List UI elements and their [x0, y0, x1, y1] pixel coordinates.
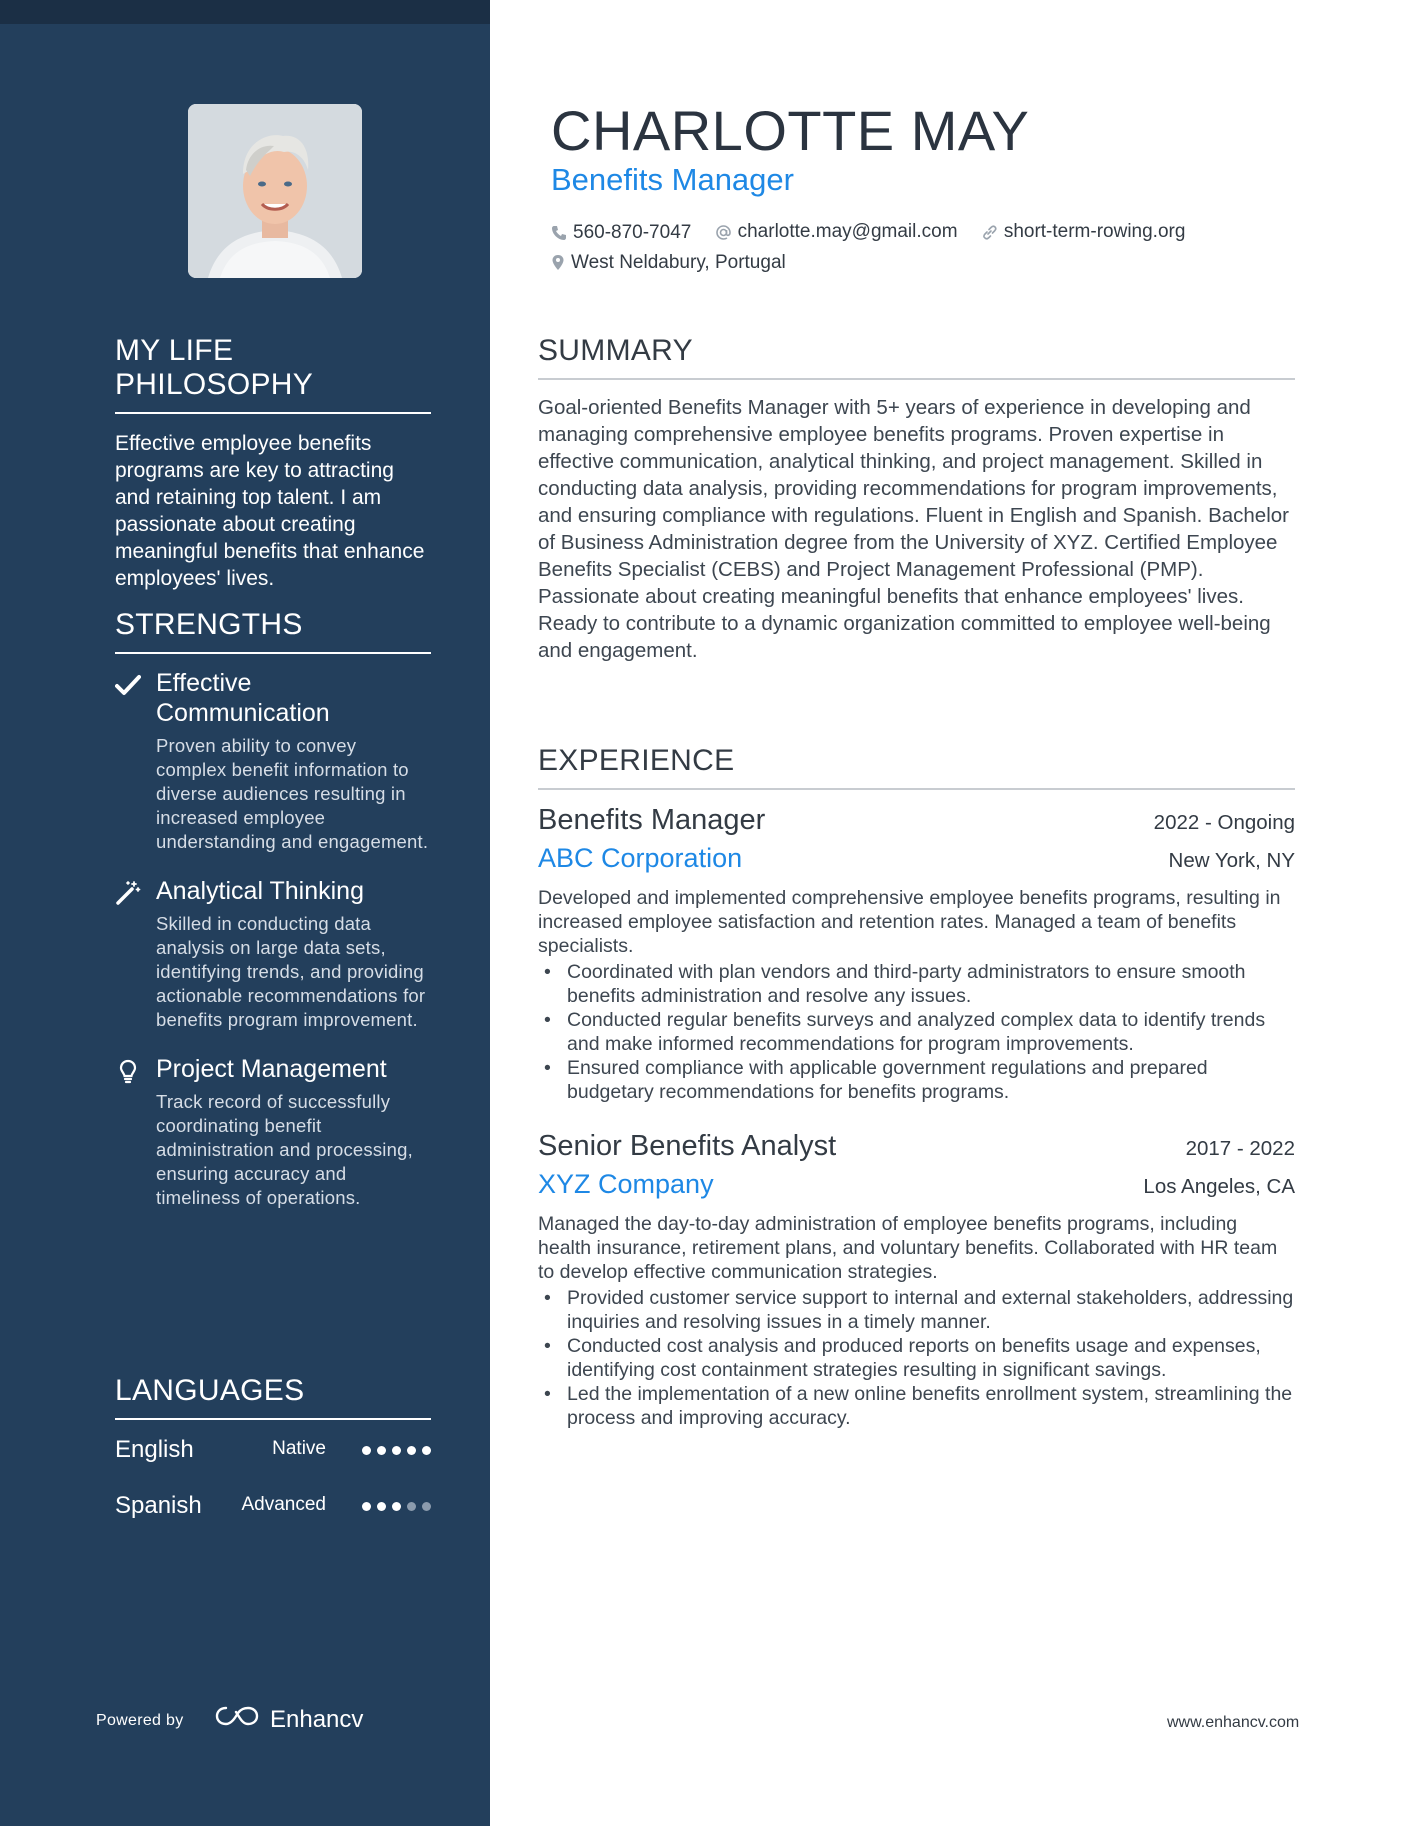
contact-phone[interactable] [551, 218, 691, 248]
strength-title: Project Management [156, 1055, 387, 1083]
location-pin-icon [551, 254, 565, 271]
job-bullet: • Coordinated with plan vendors and third-party administrators to ensure smooth benefits administration and resolve any issues. [538, 960, 1295, 1008]
job-dates: 2017 - 2022 [1185, 1137, 1295, 1160]
strength-item [115, 668, 431, 854]
languages-title: LANGUAGES [115, 1374, 431, 1420]
proficiency-dot [377, 1446, 386, 1455]
strength-title: Effective Communication [156, 669, 330, 727]
profile-photo [188, 104, 362, 278]
sidebar [0, 0, 490, 1826]
job-dates: 2022 - Ongoing [1153, 811, 1295, 834]
job-description: Managed the day-to-day administration of employee benefits programs, including health insurance, retirement plans, and voluntary benefits. Collaborated with HR team to develop effective communication strategies. [538, 1213, 1278, 1283]
job-title: Benefits Manager [538, 804, 766, 836]
brand-logo[interactable] [214, 1704, 363, 1735]
footer-website-link[interactable]: www.enhancv.com [1167, 1714, 1300, 1731]
proficiency-dot [422, 1502, 431, 1511]
language-level: Advanced [241, 1494, 326, 1515]
proficiency-dot [407, 1502, 416, 1511]
experience-title: EXPERIENCE [538, 744, 1295, 790]
phone-text: 560-870-7047 [573, 221, 692, 243]
location-text: West Neldabury, Portugal [571, 251, 786, 273]
job-entry [538, 804, 1295, 1104]
language-level: Native [272, 1438, 326, 1459]
email-text: charlotte.may@gmail.com [737, 221, 958, 242]
strength-description: Track record of successfully coordinating benefit administration and processing, ensuring accuracy and timeliness of operations. [156, 1091, 413, 1208]
summary-title: SUMMARY [538, 334, 1295, 380]
candidate-role: Benefits Manager [551, 162, 794, 197]
contact-location [551, 248, 786, 278]
strength-title: Analytical Thinking [156, 877, 364, 905]
language-name: English [115, 1436, 194, 1463]
website-text: short-term-rowing.org [1003, 221, 1186, 242]
proficiency-dot [392, 1446, 401, 1455]
strengths-title: STRENGTHS [115, 608, 431, 654]
experience-section [538, 744, 1295, 1430]
job-description: Developed and implemented comprehensive employee benefits programs, resulting in increased employee satisfaction and retention rates. Managed a team of benefits specialists. [538, 887, 1281, 957]
proficiency-dot [362, 1446, 371, 1455]
strength-item [115, 1054, 431, 1210]
language-name: Spanish [115, 1492, 202, 1519]
job-bullet: • Conducted regular benefits surveys and analyzed complex data to identify trends and make informed recommendations for program improvements. [538, 1008, 1295, 1056]
job-bullet: • Provided customer service support to internal and external stakeholders, addressing inquiries and resolving issues in a timely manner. [538, 1286, 1295, 1334]
proficiency-dot [407, 1446, 416, 1455]
proficiency-dot [362, 1502, 371, 1511]
powered-by-label: Powered by [96, 1712, 184, 1729]
job-location: New York, NY [1168, 849, 1295, 872]
job-bullets [538, 960, 1295, 1104]
magic-wand-icon [115, 880, 141, 906]
infinity-logo-icon [214, 1704, 260, 1735]
strength-description: Proven ability to convey complex benefit information to diverse audiences resulting in increased employee understanding and engagement. [156, 735, 429, 852]
job-bullet: • Conducted cost analysis and produced reports on benefits usage and expenses, identifying cost containment strategies resulting in significant savings. [538, 1334, 1295, 1382]
at-icon [715, 224, 732, 241]
proficiency-dot [392, 1502, 401, 1511]
summary-text: Goal-oriented Benefits Manager with 5+ years of experience in developing and managing comprehensive employee benefits programs. Proven expertise in effective communication, analytical thinking, and project management. Skilled in conducting data analysis, providing recommendations for program improvements, and ensuring compliance with regulations. Fluent in English and Spanish. Bachelor of Business Administration degree from the University of XYZ. Certified Employee Benefits Specialist (CEBS) and Project Management Professional (PMP). Passionate about creating meaningful benefits that enhance employees' lives. Ready to contribute to a dynamic organization committed to employee well-being and engagement. [538, 396, 1289, 662]
job-company: XYZ Company [538, 1169, 714, 1199]
job-bullets [538, 1286, 1295, 1430]
strength-item [115, 876, 431, 1032]
languages-section [115, 1374, 431, 1532]
summary-section [538, 334, 1295, 664]
job-title: Senior Benefits Analyst [538, 1130, 837, 1162]
language-row [115, 1476, 431, 1532]
philosophy-title: MY LIFE PHILOSOPHY [115, 334, 431, 414]
proficiency-dot [377, 1502, 386, 1511]
check-icon [115, 672, 141, 698]
proficiency-dot [422, 1446, 431, 1455]
link-icon [981, 224, 998, 241]
sidebar-top-bar [0, 0, 490, 24]
contact-info [551, 217, 1271, 278]
contact-website[interactable] [981, 217, 1186, 247]
language-proficiency-dots [362, 1502, 431, 1511]
language-row [115, 1420, 431, 1476]
strengths-section [115, 608, 431, 1210]
job-bullet: • Led the implementation of a new online benefits enrollment system, streamlining the process and improving accuracy. [538, 1382, 1295, 1430]
job-entry [538, 1130, 1295, 1430]
lightbulb-icon [115, 1058, 141, 1084]
phone-icon [551, 225, 567, 241]
job-bullet: • Ensured compliance with applicable government regulations and prepared budgetary recommendations for benefits programs. [538, 1056, 1295, 1104]
job-location: Los Angeles, CA [1143, 1175, 1295, 1198]
philosophy-section [115, 334, 431, 592]
contact-email[interactable] [715, 217, 958, 247]
language-proficiency-dots [362, 1446, 431, 1455]
brand-name: Enhancv [270, 1705, 364, 1733]
strength-description: Skilled in conducting data analysis on large data sets, identifying trends, and providing actionable recommendations for benefits program improvement. [156, 913, 426, 1030]
candidate-name: CHARLOTTE MAY [551, 99, 1030, 162]
philosophy-text: Effective employee benefits programs are key to attracting and retaining top talent. I am passionate about creating meaningful benefits that enhance employees' lives. [115, 432, 425, 590]
job-company: ABC Corporation [538, 843, 743, 873]
